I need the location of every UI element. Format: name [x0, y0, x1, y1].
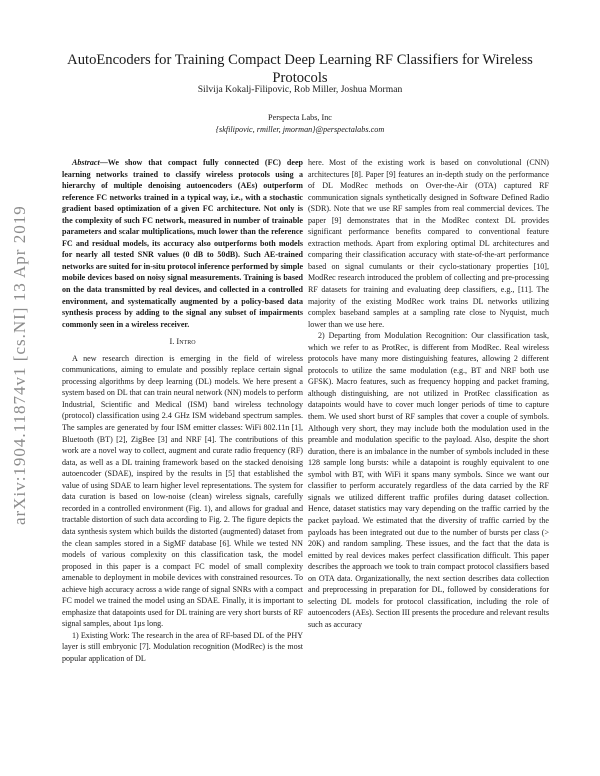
- author-emails: {skfilipovic, rmiller, jmorman}@perspectalabs.com: [215, 125, 385, 134]
- departing-paragraph: 2) Departing from Modulation Recognition: Our classification task, which we refer to as ProtRec, is different from ModRec. Real wireless protocols have many more distinguishing features, allowing 2 different protocols to utilize the same modulation (e.g., BT and NRF both use GFSK). Macro features, such as frequency hopping and packet framing, although distinguishing, are not utilized in ProtRec classification as datapoints would have to cover much longer periods of time to capture them. We used short burst of RF samples that cover a couple of symbols. Although very short, they may include both the modulation used in the preamble and modulation specific to the payload. Also, despite the short duration, there is an imbalance in the number of symbols included in these 128 sample long bursts: while a datapoint is roughly equivalent to one symbol with BT, with WiFi it spans many symbols. Since we want our classifier to perform accurately regardless of the data carried by the RF signals we utilized different traffic profiles during dataset collection. Hence, dataset statistics may vary depending on the traffic carried by the packet payload. We estimated that the diversity of traffic carried by the payloads has been integrated out due to the number of bursts per class (> 20K) and random sampling. These issues, and the fact that the data is emitted by real devices makes perfect classification difficult. This paper describes the approach we took to train compact protocol classifiers based on OTA data. Organizationally, the next section describes data collection and preprocessing in preparation for DL, followed by considerations for selecting DL models for protocol classification, including the role of autoencoders (AEs). Section III presents the procedure and relevant results such as accuracy: [308, 331, 549, 629]
- existing-work-paragraph: 1) Existing Work: The research in the area of RF-based DL of the PHY layer is still embryonic [7]. Modulation recognition (ModRec) is the most popular application of DL: [62, 630, 303, 663]
- abstract: [62, 157, 303, 330]
- section-heading-intro: I. Intro: [169, 337, 196, 347]
- right-column: [308, 157, 549, 630]
- affiliation-org: Perspecta Labs, Inc: [268, 113, 332, 122]
- left-column: [62, 157, 303, 665]
- affiliation-block: [40, 112, 560, 136]
- paper-title: AutoEncoders for Training Compact Deep Learning RF Classifiers for Wireless Protocols: [67, 52, 533, 86]
- abstract-label: Abstract: [72, 158, 100, 167]
- abstract-text: —We show that compact fully connected (FC) deep learning networks trained to classify wireless protocols using a hierarchy of multiple denoising autoencoders (AEs) outperform reference FC networks trained in a typical way, i.e., with a stochastic gradient based optimization of a given FC architecture. Not only is the complexity of such FC network, measured in number of trainable parameters and scalar multiplications, much lower than the reference FC and residual models, its accuracy also outperforms both models for nearly all tested SNR values (0 dB to 50dB). Such AE-trained networks are suited for in-situ protocol inference performed by simple mobile devices based on noisy signal measurements. Training is based on the data transmitted by real devices, and collected in a controlled environment, and systematically augmented by a policy-based data synthesis process by adding to the signal any subset of impairments commonly seen in a wireless receiver.: [62, 158, 304, 329]
- intro-paragraph: A new research direction is emerging in the field of wireless communications, aiming to emulate and possibly replace certain signal processing algorithms by deep learning (DL) models. We here present a system based on DL that can train neural network (NN) models to perform Industrial, Scientific and Medical (ISM) band wireless technology (protocol) classification using 2.4 GHz ISM wideband spectrum samples. The samples are generated by four ISM emitter classes: WiFi 802.11n [1], Bluetooth (BT) [2], ZigBee [3] and NRF [4]. The contributions of this work are a novel way to collect, augment and curate radio frequency (RF) data, as well as a DL training framework based on the stacked denoising autoencoder (SDAE), inspired by the results in [5] that established the value of using SDAE to learn higher level representations. The system for data curation is based on low-noise (clean) wireless signals, carefully recorded in a controlled environment (Fig. 1), and allows for gradual and tractable distortion of such data according to Fig. 2. The figure depicts the data synthesis system which builds the distorted (augmented) dataset from the clean samples stored in a SigMF database [6]. While we tested NN models of various complexity on this classification task, the model proposed in this paper is a compact FC model of small complexity amenable to deployment in mobile devices with constrained resources. To achieve high accuracy across a wide range of signal SNRs with a compact FC model we trained the model using an SDAE. Finally, it is important to emphasize that datapoints used for DL training are very short bursts of RF signal samples, about 1µs long.: [62, 353, 303, 629]
- arxiv-identifier-stamp: arXiv:1904.11874v1 [cs.NI] 13 Apr 2019: [10, 205, 29, 525]
- body-paragraph-continued: here. Most of the existing work is based on convolutional (CNN) architectures [8]. Paper [9] features an in-depth study on the performance of DL ModRec methods on Over-the-Air (OTA) captured RF communication signals synthetically designed in Software Defined Radio (SDR). Note that we use RF samples from real commercial devices. The paper [9] demonstrates that in the ModRec context DL provides significant performance benefits compared to conventional feature extraction methods. Apart from exploring optimal DL architectures and comparing their classification accuracy with state-of-the-art performance based on signal cumulants or their cyclo-stationary properties [10], ModRec research introduced the problem of collecting and pre-processing RF datasets for training and evaluating deep classifiers, e.g., [11]. The majority of the existing ModRec work trains DL networks utilizing complex baseband samples at a sampling rate close to Nyquist, much lower than we use here.: [308, 158, 549, 329]
- paper-authors: Silvija Kokalj-Filipovic, Rob Miller, Joshua Morman: [197, 84, 403, 95]
